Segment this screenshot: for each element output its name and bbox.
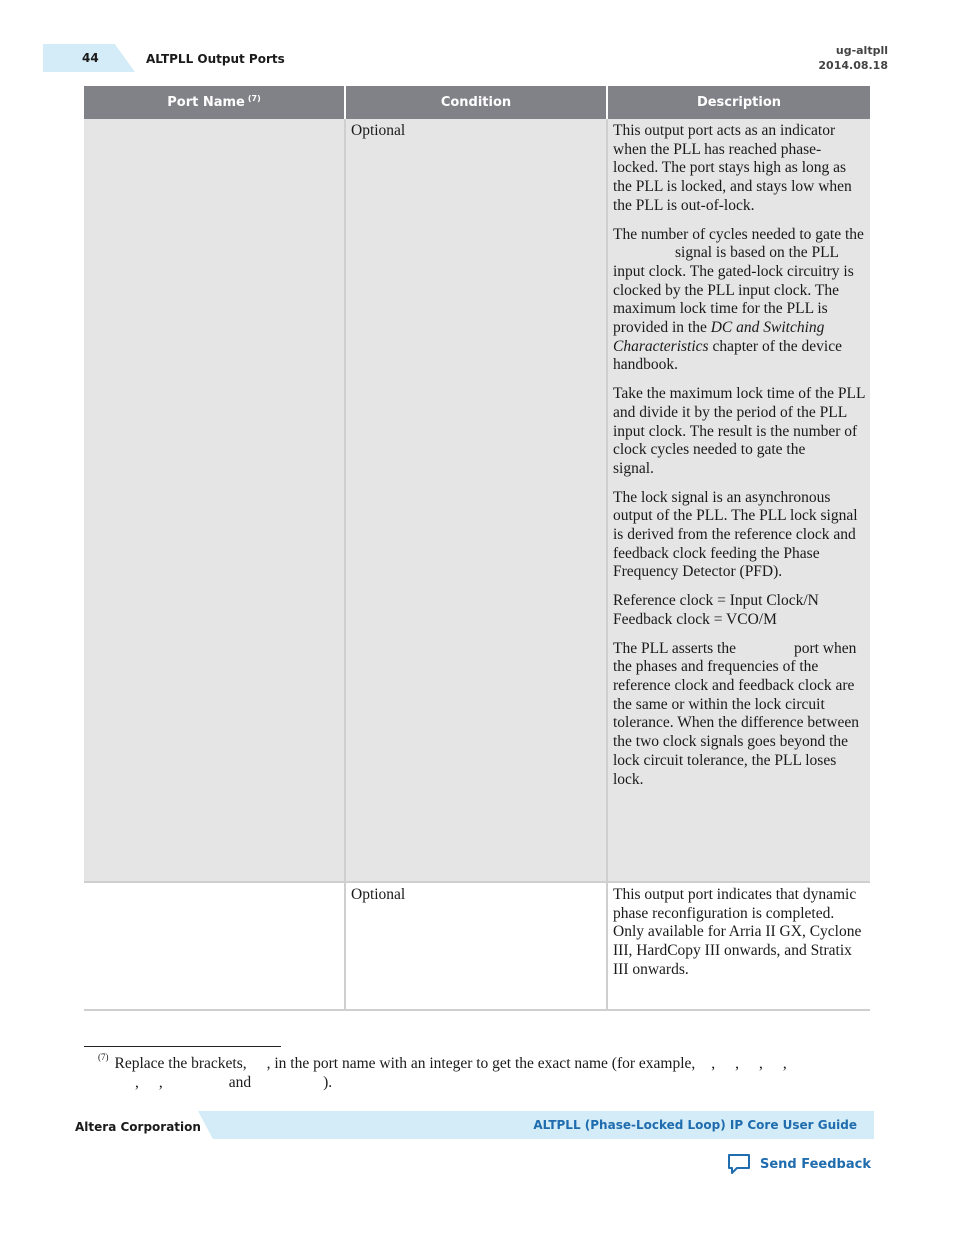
port-name-cell: [84, 119, 346, 881]
document-id: ug-altpll: [835, 44, 888, 57]
description-paragraph: This output port acts as an indicator when the PLL has reached phase-locked. The port stays high as long as the PLL is locked, and stays low when the PLL is out-of-lock.: [613, 122, 852, 214]
description-paragraph: The number of cycles needed to gate thesignal is based on the PLL input clock. The gated-lock circuitry is clocked by the PLL input clock. The maximum lock time for the PLL is provided in the DC and Switching Characteristics chapter of the device handbook.: [613, 225, 864, 374]
footnote: $^{(7)}$ Replace the brackets, , in the port name with an integer to get the exact name (for example, , , , , , , and ).: [98, 1052, 787, 1092]
description-cell: [608, 883, 870, 1009]
condition-cell: Optional: [346, 119, 608, 881]
table-row: [84, 119, 870, 883]
footnote-marker: (7): [98, 1052, 109, 1062]
description-paragraph: The lock signal is an asynchronous output of the PLL. The PLL lock signal is derived from the reference clock and feedback clock feeding the Phase Frequency Detector (PFD).: [613, 488, 858, 581]
footer-organization: Altera Corporation: [75, 1120, 201, 1134]
column-header-port-name: Port Name $^{(7)}$: [84, 86, 346, 119]
description-paragraph: The PLL asserts the port when the phases and frequencies of the reference clock and feedback clock are the same or within the lock circuit tolerance. When the difference between the two clock signals goes beyond the lock circuit tolerance, the PLL loses lock.: [613, 639, 860, 788]
column-header-description: Description: [608, 86, 870, 119]
footnote-ref[interactable]: (7): [247, 94, 261, 103]
document-id-block: [818, 43, 888, 73]
document-date: 2014.08.18: [818, 59, 888, 72]
footer-guide-link[interactable]: ALTPLL (Phase-Locked Loop) IP Core User Guide: [533, 1118, 857, 1132]
table-header: [84, 86, 870, 119]
description-cell: [608, 119, 870, 881]
description-paragraph: This output port indicates that dynamic phase reconfiguration is completed. Only available for Arria II GX, Cyclone III, HardCopy III onwards, and Stratix III onwards.: [613, 886, 862, 978]
description-paragraph: Take the maximum lock time of the PLL and divide it by the period of the PLL input clock. The result is the number of clock cycles needed to gate thesignal.: [613, 385, 865, 477]
send-feedback-link[interactable]: [727, 1153, 871, 1175]
port-name-cell: [84, 883, 346, 1009]
section-title: ALTPLL Output Ports: [146, 52, 285, 66]
output-ports-table: [84, 86, 870, 1011]
send-feedback-label: Send Feedback: [760, 1156, 871, 1172]
page-number: 44: [82, 51, 99, 65]
table-row: [84, 883, 870, 1011]
condition-cell: Optional: [346, 883, 608, 1009]
speech-bubble-icon: [727, 1153, 751, 1175]
footnote-rule: [84, 1046, 281, 1047]
column-header-condition: Condition: [346, 86, 608, 119]
description-paragraph: Reference clock = Input Clock/N Feedback clock = VCO/M: [613, 592, 819, 628]
